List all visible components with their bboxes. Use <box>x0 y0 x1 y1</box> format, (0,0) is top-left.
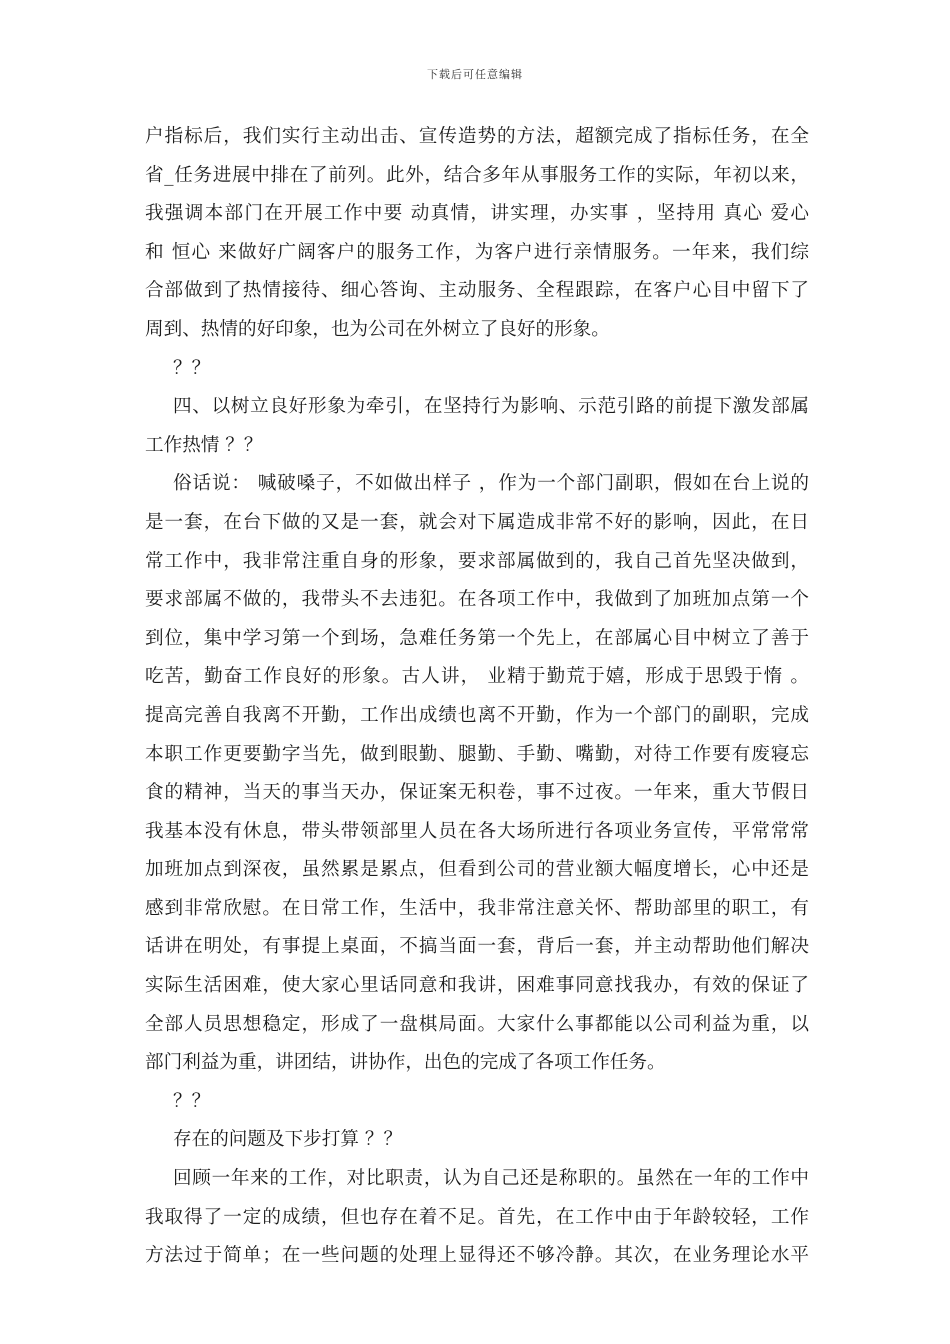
text-line: 我基本没有休息，带头带领部里人员在各大场所进行各项业务宣传，平常常常 <box>145 820 809 842</box>
text-line: 我强调本部门在开展工作中要 动真情，讲实理，办实事 ，坚持用 真心 爱心 <box>145 203 809 225</box>
text-line: 户指标后，我们实行主动出击、宣传造势的方法，超额完成了指标任务，在全 <box>145 126 809 147</box>
text-line: 部门利益为重，讲团结，讲协作，出色的完成了各项工作任务。 <box>145 1052 666 1074</box>
text-line: 省_任务进展中排在了前列。此外，结合多年从事服务工作的实际，年初以来， <box>145 164 809 186</box>
text-line: 工作热情 ？？ <box>145 434 263 456</box>
text-line: 存在的问题及下步打算 ？？ <box>173 1129 403 1151</box>
text-line: 是一套，在台下做的又是一套，就会对下属造成非常不好的影响，因此，在日 <box>145 511 809 533</box>
text-line: 要求部属不做的，我带头不去违犯。在各项工作中，我做到了加班加点第一个 <box>145 589 809 611</box>
text-line: 常工作中，我非常注重自身的形象，要求部属做到的，我自己首先坚决做到， <box>145 550 809 572</box>
text-line: 合部做到了热情接待、细心答询、主动服务、全程跟踪，在客户心目中留下了 <box>145 280 809 302</box>
text-line: 俗话说： 喊破嗓子，不如做出样子 ，作为一个部门副职，假如在台上说的 <box>173 473 809 495</box>
text-line: 到位，集中学习第一个到场，急难任务第一个先上，在部属心目中树立了善于 <box>145 627 809 649</box>
text-line: 和 恒心 来做好广阔客户的服务工作，为客户进行亲情服务。一年来，我们综 <box>145 241 809 263</box>
text-line: 全部人员思想稳定，形成了一盘棋局面。大家什么事都能以公司利益为重，以 <box>145 1013 809 1035</box>
text-line: 我取得了一定的成绩，但也存在着不足。首先，在工作中由于年龄较轻，工作 <box>145 1206 809 1228</box>
text-line: 食的精神，当天的事当天办，保证案无积卷，事不过夜。一年来，重大节假日 <box>145 782 809 804</box>
text-line: 吃苦，勤奋工作良好的形象。古人讲， 业精于勤荒于嬉，形成于思毁于惰 。 <box>145 666 809 688</box>
document-body <box>145 118 809 1276</box>
page-header: 下载后可任意编辑 <box>427 68 523 81</box>
text-line: ？？ <box>173 1090 211 1112</box>
text-line: 话讲在明处，有事提上桌面，不搞当面一套，背后一套，并主动帮助他们解决 <box>145 936 809 958</box>
text-line: 周到、热情的好印象，也为公司在外树立了良好的形象。 <box>145 318 610 340</box>
text-line: 加班加点到深夜，虽然累是累点，但看到公司的营业额大幅度增长，心中还是 <box>145 859 809 881</box>
text-line: 四、以树立良好形象为牵引，在坚持行为影响、示范引路的前提下激发部属 <box>173 396 809 418</box>
text-line: 提高完善自我离不开勤，工作出成绩也离不开勤，作为一个部门的副职，完成 <box>145 704 809 726</box>
text-line: 本职工作更要勤字当先，做到眼勤、腿勤、手勤、嘴勤，对待工作要有废寝忘 <box>145 743 809 765</box>
text-line: 实际生活困难，使大家心里话同意和我讲，困难事同意找我办，有效的保证了 <box>145 975 809 997</box>
text-line: 方法过于简单；在一些问题的处理上显得还不够冷静。其次，在业务理论水平 <box>145 1245 809 1267</box>
text-line: ？？ <box>173 357 211 379</box>
text-line: 感到非常欣慰。在日常工作，生活中，我非常注意关怀、帮助部里的职工，有 <box>145 897 809 919</box>
text-line: 回顾一年来的工作，对比职责，认为自己还是称职的。虽然在一年的工作中 <box>173 1168 809 1190</box>
